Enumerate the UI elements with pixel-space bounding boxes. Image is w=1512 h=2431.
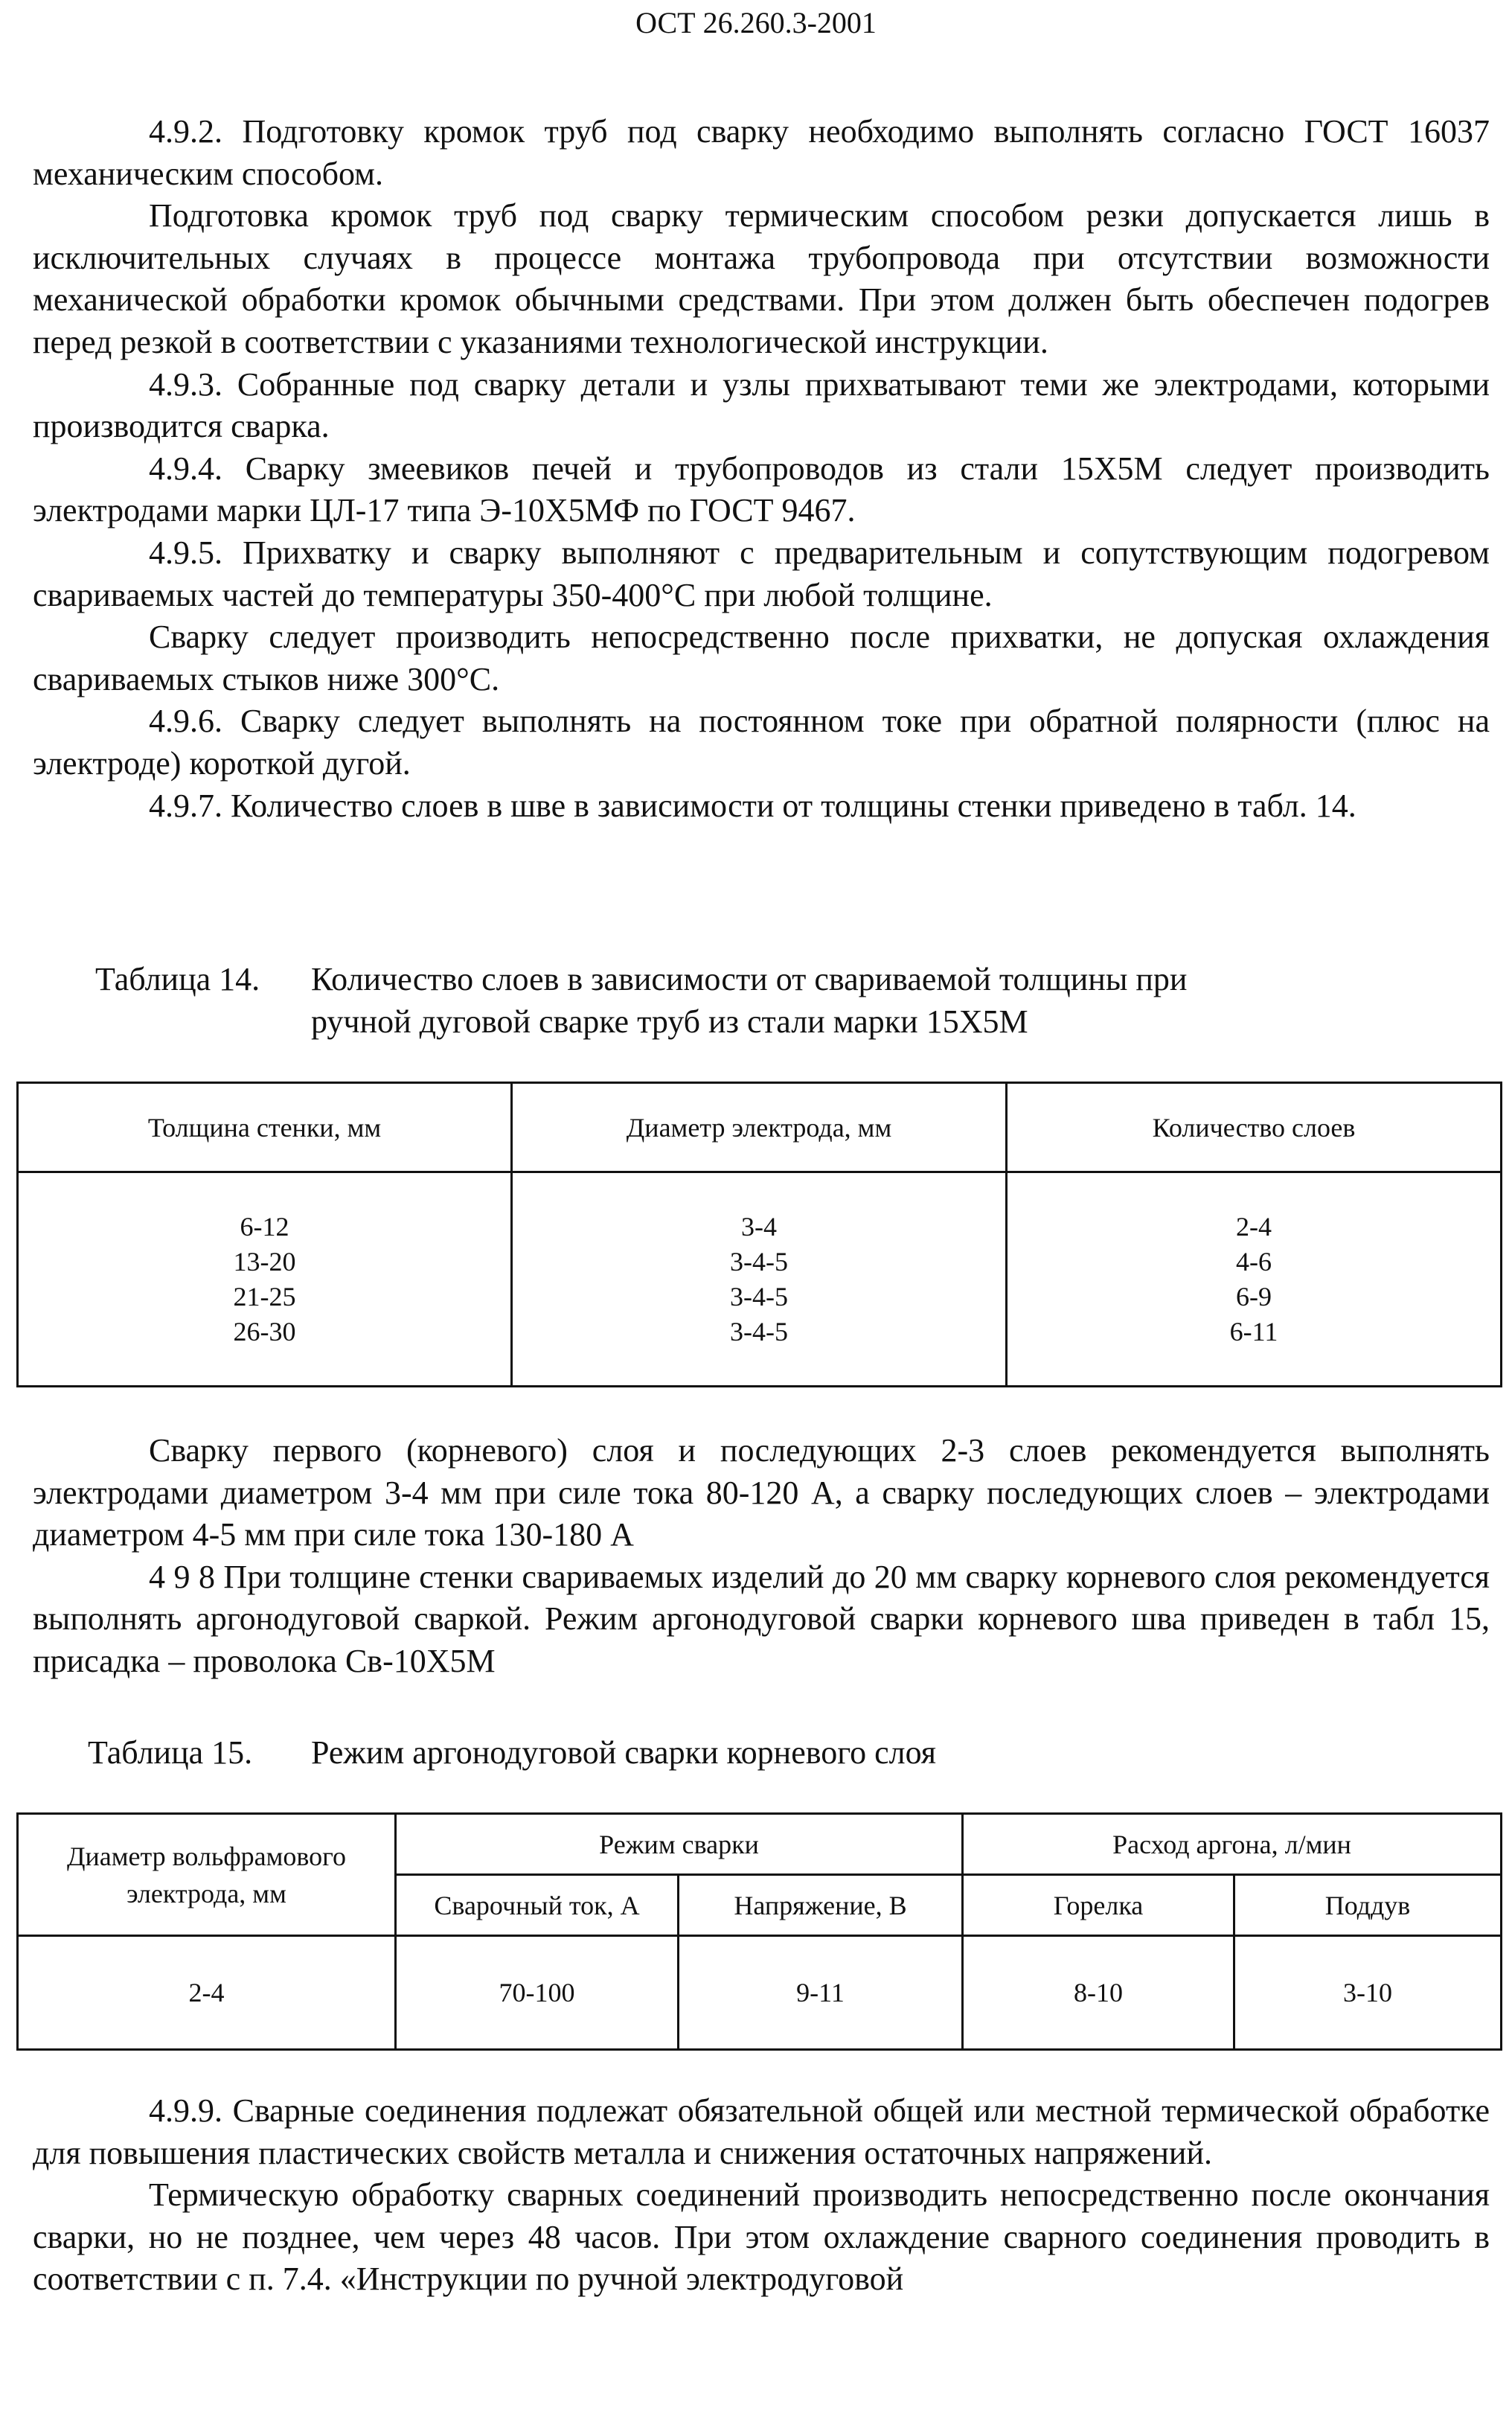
- table15-caption: [88, 1731, 936, 1774]
- table14-caption-line1: Количество слоев в зависимости от свариваемой толщины при: [311, 961, 1188, 997]
- paragraph: 4 9 8 При толщине стенки свариваемых изделий до 20 мм сварку корневого слоя рекомендуется выполнять аргонодуговой сваркой. Режим аргонодуговой сварки корневого шва приведен в табл 15, присадка – проволока Св-10Х5М: [33, 1558, 1490, 1679]
- table-header-cell: Поддув: [1234, 1875, 1502, 1936]
- table-cell-electrode: [512, 1172, 1007, 1387]
- table-cell-thickness: [18, 1172, 512, 1387]
- section-text-3: [33, 2090, 1490, 2301]
- table-header-group-argon: Расход аргона, л/мин: [963, 1814, 1502, 1875]
- cell-line: 3-4: [741, 1211, 777, 1242]
- section-text-1: [33, 111, 1490, 827]
- table-header-cell: Диаметр электрода, мм: [512, 1083, 1007, 1172]
- table-cell-layers: [1007, 1172, 1502, 1387]
- paragraph: 4.9.2. Подготовку кромок труб под сварку необходимо выполнять согласно ГОСТ 16037 механическим способом.: [33, 113, 1490, 192]
- table-cell: 70-100: [396, 1936, 679, 2050]
- paragraph: Подготовка кромок труб под сварку термическим способом резки допускается лишь в исключительных случаях в процессе монтажа трубопровода при отсутствии возможности механической обработки кромок обычными средствами. При этом должен быть обеспечен подогрев перед резкой в соответствии с указаниями технологической инструкции.: [33, 197, 1490, 360]
- table14-caption-line2: ручной дуговой сварке труб из стали марки 15Х5М: [311, 1003, 1028, 1040]
- cell-line: 3-4-5: [730, 1281, 788, 1312]
- table-header-row: [18, 1083, 1502, 1172]
- cell-line: 6-11: [1229, 1316, 1278, 1347]
- table15: [16, 1812, 1502, 2051]
- paragraph: Термическую обработку сварных соединений производить непосредственно после окончания сварки, но не позднее, чем через 48 часов. При этом охлаждение сварного соединения проводить в соответствии с п. 7.4. «Инструкции по ручной электродуговой: [33, 2176, 1490, 2298]
- cell-line: 21-25: [233, 1281, 296, 1312]
- paragraph: 4.9.5. Прихватку и сварку выполняют с предварительным и сопутствующим подогревом свариваемых частей до температуры 350-400°С при любой толщине.: [33, 534, 1490, 613]
- section-text-2: [33, 1430, 1490, 1683]
- table-header-row: [18, 1814, 1502, 1875]
- table-header-group-mode: Режим сварки: [396, 1814, 963, 1875]
- cell-line: 3-4-5: [730, 1246, 788, 1277]
- table-header-cell: Горелка: [963, 1875, 1234, 1936]
- cell-line: 6-12: [240, 1211, 289, 1242]
- cell-line: 4-6: [1236, 1246, 1272, 1277]
- table-row: [18, 1936, 1502, 2050]
- paragraph: 4.9.6. Сварку следует выполнять на постоянном токе при обратной полярности (плюс на электроде) короткой дугой.: [33, 703, 1490, 782]
- table15-caption-label: Таблица 15.: [88, 1734, 253, 1771]
- cell-line: 13-20: [233, 1246, 296, 1277]
- paragraph: Сварку первого (корневого) слоя и последующих 2-3 слоев рекомендуется выполнять электродами диаметром 3-4 мм при силе тока 80-120 А, а сварку последующих слоев – электродами диаметром 4-5 мм при силе тока 130-180 А: [33, 1432, 1490, 1553]
- table-cell: 2-4: [18, 1936, 396, 2050]
- cell-line: 3-4-5: [730, 1316, 788, 1347]
- table-header-cell: Толщина стенки, мм: [18, 1083, 512, 1172]
- cell-line: 26-30: [233, 1316, 296, 1347]
- table-header-cell-electrode: Диаметр вольфрамового электрода, мм: [18, 1814, 396, 1936]
- table-header-cell: Напряжение, В: [679, 1875, 963, 1936]
- cell-line: 2-4: [1236, 1211, 1272, 1242]
- paragraph: 4.9.9. Сварные соединения подлежат обязательной общей или местной термической обработке для повышения пластических свойств металла и снижения остаточных напряжений.: [33, 2092, 1490, 2171]
- table14-caption: [95, 958, 1187, 1043]
- table14: [16, 1082, 1502, 1387]
- table14-caption-label: Таблица 14.: [95, 961, 260, 997]
- table-cell: 3-10: [1234, 1936, 1502, 2050]
- paragraph: Сварку следует производить непосредственно после прихватки, не допуская охлаждения свариваемых стыков ниже 300°С.: [33, 619, 1490, 697]
- table-row: [18, 1172, 1502, 1387]
- table-header-cell: Количество слоев: [1007, 1083, 1502, 1172]
- paragraph: 4.9.7. Количество слоев в шве в зависимости от толщины стенки приведено в табл. 14.: [149, 787, 1356, 824]
- table-header-cell: Сварочный ток, А: [396, 1875, 679, 1936]
- table-cell: 8-10: [963, 1936, 1234, 2050]
- table-cell: 9-11: [679, 1936, 963, 2050]
- document-header: ОСТ 26.260.3-2001: [635, 6, 877, 39]
- paragraph: 4.9.3. Собранные под сварку детали и узлы прихватывают теми же электродами, которыми производится сварка.: [33, 365, 1490, 445]
- paragraph: 4.9.4. Сварку змеевиков печей и трубопроводов из стали 15Х5М следует производить электродами марки ЦЛ-17 типа Э-10Х5МФ по ГОСТ 9467.: [33, 450, 1490, 529]
- table15-caption-text: Режим аргонодуговой сварки корневого слоя: [311, 1734, 937, 1771]
- cell-line: 6-9: [1236, 1281, 1272, 1312]
